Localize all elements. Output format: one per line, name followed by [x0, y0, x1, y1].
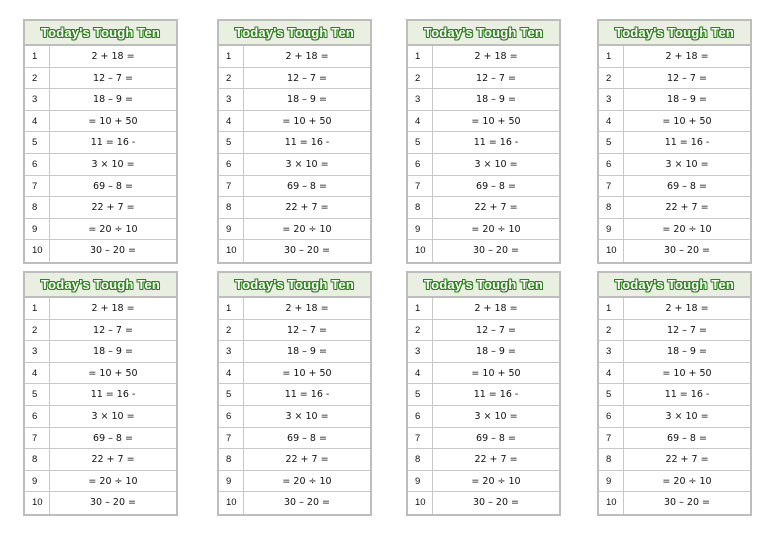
question-row: [599, 341, 750, 363]
question-text: = 10 + 50: [88, 115, 138, 127]
question-number: 8: [25, 449, 50, 470]
question-text: 2 + 18 =: [665, 303, 709, 314]
question-row: [219, 363, 370, 385]
question-number: 2: [599, 320, 624, 341]
question-text: 30 – 20 =: [90, 245, 136, 257]
question-text: 30 – 20 =: [473, 245, 519, 257]
question-number: 9: [408, 219, 433, 240]
question-number: 5: [599, 132, 624, 153]
question-text: 2 + 18 =: [285, 51, 329, 62]
question-text: 18 – 9 =: [93, 94, 133, 106]
question-number: 4: [599, 111, 624, 132]
question-number: 5: [219, 384, 244, 405]
question-number: 10: [219, 240, 244, 262]
question-number: 2: [25, 68, 50, 89]
question-text: 2 + 18 =: [91, 303, 135, 314]
question-row: [408, 240, 559, 262]
question-text: 22 + 7 =: [474, 454, 518, 466]
question-text: = 10 + 50: [88, 367, 138, 379]
question-number: 7: [599, 428, 624, 449]
question-row: [599, 406, 750, 428]
question-text: 30 – 20 =: [284, 245, 330, 257]
question-number: 5: [25, 384, 50, 405]
question-row: [219, 89, 370, 111]
tough-ten-card-4: [597, 19, 752, 264]
question-row: [599, 449, 750, 471]
question-row: [408, 219, 559, 241]
question-row: [408, 154, 559, 176]
question-number: 10: [25, 492, 50, 514]
question-text: 3 × 10 =: [665, 158, 709, 170]
question-row: [219, 298, 370, 320]
question-text: 69 – 8 =: [667, 180, 707, 192]
question-number: 3: [408, 89, 433, 110]
question-number: 10: [599, 492, 624, 514]
question-row: [408, 46, 559, 68]
question-row: [599, 68, 750, 90]
question-text: 30 – 20 =: [284, 497, 330, 509]
question-number: 6: [25, 154, 50, 175]
question-row: [408, 428, 559, 450]
question-text: 22 + 7 =: [665, 454, 709, 466]
tough-ten-card-6: [217, 271, 372, 516]
question-text: 22 + 7 =: [91, 202, 135, 214]
question-text: = 20 ÷ 10: [282, 223, 332, 235]
question-row: [25, 219, 176, 241]
question-row: [599, 89, 750, 111]
question-text: 18 – 9 =: [476, 346, 516, 358]
question-row: [599, 471, 750, 493]
question-row: [599, 154, 750, 176]
question-number: 1: [599, 46, 624, 67]
question-text: 18 – 9 =: [667, 94, 707, 106]
question-number: 3: [599, 89, 624, 110]
question-number: 2: [219, 68, 244, 89]
question-text: 3 × 10 =: [285, 158, 329, 170]
card-title: Today's Tough Ten: [219, 21, 370, 46]
question-text: 12 – 7 =: [667, 72, 707, 84]
question-text: 11 = 16 -: [473, 137, 519, 149]
question-row: [599, 492, 750, 514]
question-row: [408, 89, 559, 111]
question-text: 69 – 8 =: [287, 180, 327, 192]
question-row: [599, 320, 750, 342]
question-row: [219, 320, 370, 342]
question-text: 30 – 20 =: [664, 245, 710, 257]
question-row: [408, 197, 559, 219]
question-text: 69 – 8 =: [93, 180, 133, 192]
question-number: 9: [25, 219, 50, 240]
question-text: 22 + 7 =: [285, 202, 329, 214]
tough-ten-card-7: [406, 271, 561, 516]
question-row: [408, 492, 559, 514]
question-text: 12 – 7 =: [93, 324, 133, 336]
question-text: 12 – 7 =: [287, 72, 327, 84]
question-text: 22 + 7 =: [665, 202, 709, 214]
question-text: = 10 + 50: [662, 115, 712, 127]
question-text: = 20 ÷ 10: [662, 475, 712, 487]
question-text: 3 × 10 =: [91, 158, 135, 170]
question-text: = 20 ÷ 10: [471, 475, 521, 487]
question-text: = 20 ÷ 10: [88, 475, 138, 487]
question-number: 4: [219, 111, 244, 132]
question-text: 12 – 7 =: [667, 324, 707, 336]
question-number: 6: [408, 154, 433, 175]
question-row: [599, 298, 750, 320]
question-text: 11 = 16 -: [664, 137, 710, 149]
question-row: [25, 298, 176, 320]
question-text: 11 = 16 -: [284, 389, 330, 401]
question-number: 3: [408, 341, 433, 362]
question-text: 3 × 10 =: [91, 410, 135, 422]
question-row: [408, 111, 559, 133]
question-number: 1: [408, 298, 433, 319]
question-row: [219, 449, 370, 471]
question-row: [219, 384, 370, 406]
question-row: [408, 298, 559, 320]
question-number: 8: [219, 197, 244, 218]
card-title: Today's Tough Ten: [408, 273, 559, 298]
question-number: 6: [599, 154, 624, 175]
question-number: 1: [408, 46, 433, 67]
question-number: 9: [25, 471, 50, 492]
question-number: 1: [25, 46, 50, 67]
question-number: 4: [25, 363, 50, 384]
question-text: 2 + 18 =: [285, 303, 329, 314]
question-row: [25, 384, 176, 406]
question-number: 8: [599, 449, 624, 470]
question-row: [25, 428, 176, 450]
tough-ten-card-1: [23, 19, 178, 264]
question-row: [599, 46, 750, 68]
question-row: [25, 363, 176, 385]
question-row: [408, 68, 559, 90]
question-row: [25, 132, 176, 154]
question-number: 3: [599, 341, 624, 362]
question-row: [25, 471, 176, 493]
question-row: [599, 176, 750, 198]
question-number: 8: [599, 197, 624, 218]
tough-ten-card-8: [597, 271, 752, 516]
question-text: 69 – 8 =: [667, 432, 707, 444]
question-row: [599, 363, 750, 385]
question-row: [599, 428, 750, 450]
question-row: [25, 176, 176, 198]
question-row: [219, 111, 370, 133]
question-text: 2 + 18 =: [474, 303, 518, 314]
question-number: 2: [599, 68, 624, 89]
question-number: 10: [408, 240, 433, 262]
question-row: [219, 428, 370, 450]
question-number: 7: [219, 176, 244, 197]
question-text: 22 + 7 =: [91, 454, 135, 466]
question-text: 11 = 16 -: [90, 137, 136, 149]
question-row: [219, 492, 370, 514]
question-row: [219, 406, 370, 428]
question-text: 11 = 16 -: [90, 389, 136, 401]
question-number: 9: [219, 219, 244, 240]
question-row: [408, 132, 559, 154]
question-number: 6: [408, 406, 433, 427]
question-text: 30 – 20 =: [90, 497, 136, 509]
question-text: = 10 + 50: [282, 115, 332, 127]
question-row: [25, 154, 176, 176]
question-text: = 10 + 50: [662, 367, 712, 379]
question-row: [25, 320, 176, 342]
question-text: 18 – 9 =: [287, 94, 327, 106]
question-number: 9: [219, 471, 244, 492]
question-text: = 10 + 50: [282, 367, 332, 379]
question-row: [408, 363, 559, 385]
question-text: 3 × 10 =: [474, 410, 518, 422]
question-number: 6: [599, 406, 624, 427]
question-number: 9: [599, 471, 624, 492]
question-text: 18 – 9 =: [667, 346, 707, 358]
tough-ten-card-2: [217, 19, 372, 264]
question-text: = 10 + 50: [471, 367, 521, 379]
question-row: [25, 341, 176, 363]
question-text: 12 – 7 =: [476, 324, 516, 336]
question-number: 7: [25, 176, 50, 197]
question-row: [25, 240, 176, 262]
question-number: 7: [408, 428, 433, 449]
question-text: 12 – 7 =: [476, 72, 516, 84]
question-row: [25, 68, 176, 90]
question-number: 4: [599, 363, 624, 384]
question-text: 11 = 16 -: [664, 389, 710, 401]
question-number: 6: [25, 406, 50, 427]
question-text: 18 – 9 =: [93, 346, 133, 358]
question-number: 4: [408, 111, 433, 132]
question-row: [599, 240, 750, 262]
question-text: = 10 + 50: [471, 115, 521, 127]
card-title: Today's Tough Ten: [25, 21, 176, 46]
question-row: [408, 384, 559, 406]
question-text: = 20 ÷ 10: [88, 223, 138, 235]
question-number: 2: [219, 320, 244, 341]
question-number: 4: [25, 111, 50, 132]
question-text: 11 = 16 -: [284, 137, 330, 149]
question-row: [408, 341, 559, 363]
question-row: [408, 471, 559, 493]
question-row: [25, 89, 176, 111]
question-row: [25, 46, 176, 68]
question-row: [599, 219, 750, 241]
question-number: 6: [219, 154, 244, 175]
question-number: 3: [219, 89, 244, 110]
question-number: 5: [408, 384, 433, 405]
question-number: 5: [25, 132, 50, 153]
question-number: 3: [25, 341, 50, 362]
question-text: 3 × 10 =: [474, 158, 518, 170]
question-number: 7: [599, 176, 624, 197]
card-title: Today's Tough Ten: [408, 21, 559, 46]
question-row: [219, 46, 370, 68]
question-text: 2 + 18 =: [665, 51, 709, 62]
question-row: [25, 492, 176, 514]
question-row: [408, 449, 559, 471]
question-number: 6: [219, 406, 244, 427]
question-row: [219, 176, 370, 198]
question-number: 4: [219, 363, 244, 384]
question-text: 69 – 8 =: [93, 432, 133, 444]
question-row: [599, 197, 750, 219]
question-number: 9: [599, 219, 624, 240]
question-text: 69 – 8 =: [287, 432, 327, 444]
question-text: 69 – 8 =: [476, 432, 516, 444]
question-row: [219, 471, 370, 493]
question-number: 5: [219, 132, 244, 153]
question-number: 7: [25, 428, 50, 449]
question-number: 7: [219, 428, 244, 449]
question-number: 1: [599, 298, 624, 319]
question-number: 7: [408, 176, 433, 197]
card-title: Today's Tough Ten: [599, 21, 750, 46]
question-text: 69 – 8 =: [476, 180, 516, 192]
question-number: 1: [219, 46, 244, 67]
question-row: [599, 111, 750, 133]
question-number: 2: [408, 320, 433, 341]
question-text: 3 × 10 =: [285, 410, 329, 422]
question-number: 2: [408, 68, 433, 89]
card-title: Today's Tough Ten: [25, 273, 176, 298]
question-text: 18 – 9 =: [476, 94, 516, 106]
question-row: [25, 111, 176, 133]
question-row: [408, 176, 559, 198]
question-text: 2 + 18 =: [91, 51, 135, 62]
question-row: [599, 132, 750, 154]
question-text: = 20 ÷ 10: [662, 223, 712, 235]
question-text: 18 – 9 =: [287, 346, 327, 358]
question-number: 10: [219, 492, 244, 514]
question-row: [408, 406, 559, 428]
question-number: 8: [25, 197, 50, 218]
question-row: [599, 384, 750, 406]
question-row: [408, 320, 559, 342]
question-number: 10: [408, 492, 433, 514]
question-row: [219, 219, 370, 241]
question-number: 5: [599, 384, 624, 405]
question-text: = 20 ÷ 10: [282, 475, 332, 487]
question-number: 4: [408, 363, 433, 384]
question-number: 10: [599, 240, 624, 262]
question-text: 11 = 16 -: [473, 389, 519, 401]
question-number: 8: [219, 449, 244, 470]
question-text: 22 + 7 =: [285, 454, 329, 466]
question-text: 3 × 10 =: [665, 410, 709, 422]
question-row: [219, 197, 370, 219]
question-number: 8: [408, 449, 433, 470]
tough-ten-card-5: [23, 271, 178, 516]
question-row: [219, 341, 370, 363]
question-text: = 20 ÷ 10: [471, 223, 521, 235]
question-text: 22 + 7 =: [474, 202, 518, 214]
question-number: 9: [408, 471, 433, 492]
question-text: 12 – 7 =: [93, 72, 133, 84]
question-number: 1: [219, 298, 244, 319]
question-text: 30 – 20 =: [664, 497, 710, 509]
question-row: [219, 240, 370, 262]
question-text: 12 – 7 =: [287, 324, 327, 336]
question-row: [25, 406, 176, 428]
question-number: 5: [408, 132, 433, 153]
question-number: 10: [25, 240, 50, 262]
question-row: [219, 154, 370, 176]
question-number: 1: [25, 298, 50, 319]
question-text: 30 – 20 =: [473, 497, 519, 509]
question-row: [25, 449, 176, 471]
question-number: 3: [219, 341, 244, 362]
question-row: [219, 68, 370, 90]
question-row: [25, 197, 176, 219]
question-number: 2: [25, 320, 50, 341]
question-row: [219, 132, 370, 154]
question-text: 2 + 18 =: [474, 51, 518, 62]
question-number: 8: [408, 197, 433, 218]
tough-ten-card-3: [406, 19, 561, 264]
card-title: Today's Tough Ten: [599, 273, 750, 298]
question-number: 3: [25, 89, 50, 110]
card-title: Today's Tough Ten: [219, 273, 370, 298]
